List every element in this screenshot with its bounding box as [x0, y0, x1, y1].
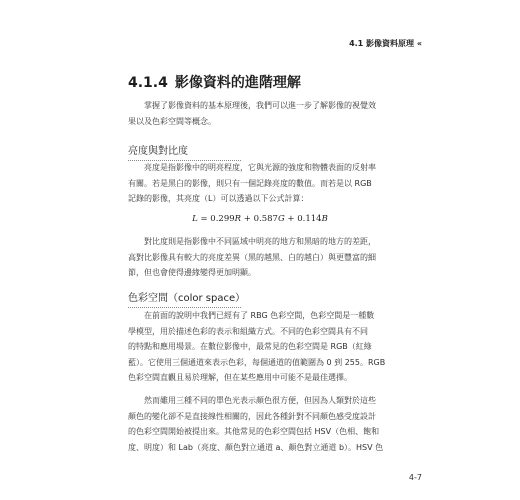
colorspace-line: 然而雖用三種不同的單色光表示顏色很方便，但因為人類對於這些 — [144, 396, 376, 405]
formula-coef-g: + 0.587 — [241, 214, 278, 224]
contrast-paragraph — [128, 234, 404, 281]
running-header-marker: « — [416, 39, 422, 48]
formula-var-r: R — [234, 214, 242, 224]
colorspace-line: 學模型，用於描述色彩的表示和組織方式。不同的色彩空間具有不同 — [128, 326, 368, 336]
colorspace-line: 度、明度）和 Lab（亮度、顏色對立通道 a、顏色對立通道 b）。HSV 色 — [128, 442, 384, 452]
brightness-paragraph — [128, 160, 404, 207]
colorspace-line: 的特點和應用場景。在數位影像中，最常見的色彩空間是 RGB（紅綠 — [128, 342, 372, 351]
brightness-line: 亮度是指影像中的明亮程度，它與光源的強度和物體表面的反射率 — [144, 163, 376, 172]
colorspace-heading — [128, 289, 404, 308]
colorspace-paragraph — [128, 308, 404, 386]
intro-line: 掌握了影像資料的基本原理後，我們可以進一步了解影像的視覺效 — [144, 101, 376, 110]
colorspace-line: 藍）。它使用三個通道來表示色彩，每個通道的值範圍為 0 到 255。RGB — [128, 357, 386, 367]
running-header — [349, 38, 422, 49]
brightness-heading-text: 亮度與對比度 — [128, 146, 188, 157]
contrast-line: 高對比影像具有較大的亮度差異（黑的越黑、白的越白）與更豐富的細 — [128, 252, 376, 262]
colorspace-line: 在前面的說明中我們已經有了 RBG 色彩空間，色彩空間是一種數 — [144, 311, 375, 320]
section-heading — [128, 72, 301, 92]
brightness-line: 有關。若是黑白的影像，則只有一個記錄亮度的數值。而若是以 RGB — [128, 178, 372, 188]
colorspace-paragraph-2 — [128, 393, 404, 455]
formula-coef-r: = 0.299 — [197, 214, 235, 224]
brightness-heading — [128, 142, 404, 161]
colorspace-heading-text: 色彩空間（color space） — [128, 293, 246, 304]
page-number: 4-7 — [408, 473, 422, 482]
intro-line: 果以及色彩空間等概念。 — [128, 116, 216, 126]
luminance-formula — [0, 214, 520, 224]
colorspace-line: 顏色的變化卻不是直接線性相關的，因此各種針對不同顏色感受度設計 — [128, 411, 376, 421]
colorspace-line: 的色彩空間開始被提出來。其他常見的色彩空間包括 HSV（色相、飽和 — [128, 427, 380, 436]
formula-var-g: G — [277, 214, 285, 224]
formula-var-b: B — [321, 214, 328, 224]
section-title: 影像資料的進階理解 — [174, 75, 301, 91]
formula-lhs: L — [192, 214, 198, 224]
intro-paragraph — [128, 98, 404, 129]
running-header-section-number: 4.1 — [349, 39, 364, 48]
colorspace-line: 色彩空間直觀且易於理解，但在某些應用中可能不是最佳選擇。 — [128, 373, 352, 382]
contrast-line: 對比度則是指影像中不同區域中明亮的地方和黑暗的地方的差距， — [144, 237, 376, 246]
contrast-line: 節，但也會使得邊緣變得更加明顯。 — [128, 268, 256, 277]
brightness-line: 記錄的影像，其亮度（L）可以透過以下公式計算： — [128, 194, 309, 203]
running-header-title: 影像資料原理 — [366, 39, 415, 48]
section-number: 4.1.4 — [128, 75, 168, 91]
formula-coef-b: + 0.114 — [284, 214, 322, 224]
